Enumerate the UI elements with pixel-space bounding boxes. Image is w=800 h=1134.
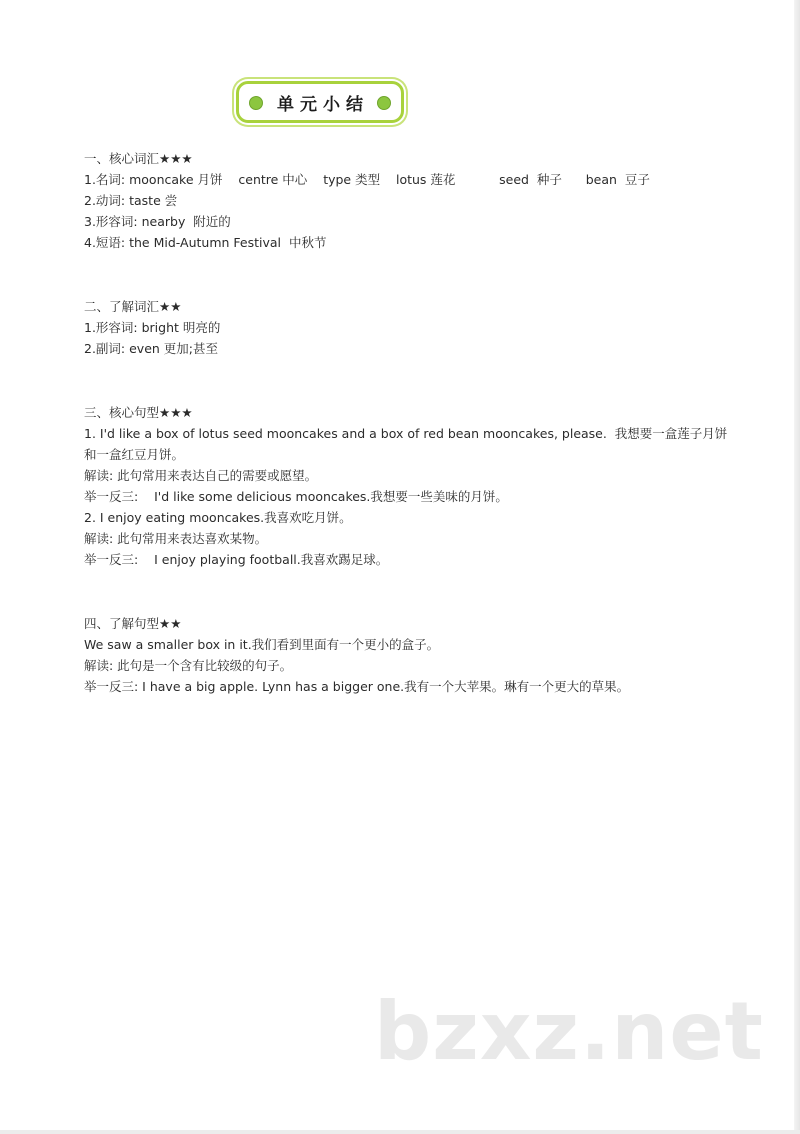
section-learn-sentences bbox=[84, 613, 724, 697]
text-line: 解读: 此句常用来表达自己的需要或愿望。 bbox=[84, 468, 318, 483]
text-line: 2.副词: even 更加;甚至 bbox=[84, 341, 218, 356]
text-line: We saw a smaller box in it.我们看到里面有一个更小的盒子。 bbox=[84, 637, 440, 652]
section-heading: 二、了解词汇★★ bbox=[84, 299, 182, 314]
section-heading: 四、了解句型★★ bbox=[84, 616, 182, 631]
summary-content bbox=[84, 148, 728, 697]
section-heading: 一、核心词汇★★★ bbox=[84, 151, 193, 166]
green-dot-icon bbox=[377, 96, 391, 110]
text-line: 3.形容词: nearby 附近的 bbox=[84, 214, 231, 229]
text-line: 举一反三: I enjoy playing football.我喜欢踢足球。 bbox=[84, 552, 389, 567]
section-learn-vocabulary bbox=[84, 296, 724, 359]
page-edge bbox=[794, 0, 800, 1134]
text-line: 和一盒红豆月饼。 bbox=[84, 447, 185, 462]
text-line: 1.形容词: bright 明亮的 bbox=[84, 320, 221, 335]
page-bottom-edge bbox=[0, 1130, 800, 1134]
green-dot-icon bbox=[249, 96, 263, 110]
unit-summary-title-badge bbox=[236, 81, 404, 123]
text-line: 4.短语: the Mid-Autumn Festival 中秋节 bbox=[84, 235, 327, 250]
watermark: bzxz.net bbox=[374, 985, 764, 1078]
text-line: 解读: 此句是一个含有比较级的句子。 bbox=[84, 658, 293, 673]
section-core-vocabulary bbox=[84, 148, 724, 253]
text-line: 举一反三: I'd like some delicious mooncakes.我想要一些美味的月饼。 bbox=[84, 489, 508, 504]
text-line: 1.名词: mooncake 月饼 centre 中心 type 类型 lotus 莲花 seed 种子 bean 豆子 bbox=[84, 172, 650, 187]
page-title: 单元小结 bbox=[277, 94, 369, 115]
text-line: 1. I'd like a box of lotus seed mooncakes and a box of red bean mooncakes, please. 我想要一盒莲子月饼 bbox=[84, 426, 728, 441]
text-line: 举一反三: I have a big apple. Lynn has a bigger one.我有一个大苹果。琳有一个更大的草果。 bbox=[84, 679, 630, 694]
text-line: 解读: 此句常用来表达喜欢某物。 bbox=[84, 531, 268, 546]
section-heading: 三、核心句型★★★ bbox=[84, 405, 193, 420]
section-core-sentences bbox=[84, 402, 728, 570]
text-line: 2.动词: taste 尝 bbox=[84, 193, 178, 208]
text-line: 2. I enjoy eating mooncakes.我喜欢吃月饼。 bbox=[84, 510, 352, 525]
